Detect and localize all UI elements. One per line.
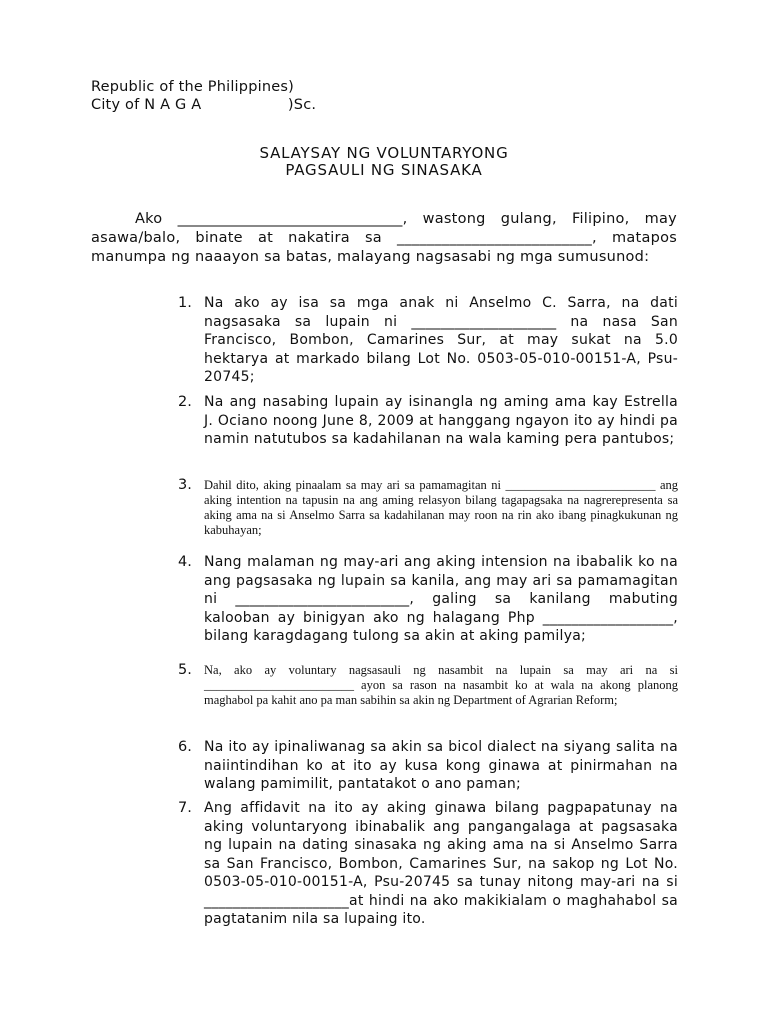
item-number: 7. bbox=[178, 800, 192, 816]
item-text: Na ako ay isa sa mga anak ni Anselmo C. Sarra, na dati nagsasaka sa lupain ni ____________________ na nasa San Francisco, Bombon, Camarines Sur, at may sukat na 5.0 hektarya at markado bilang Lot No. 0503-05-010-00151-A, Psu-20745; bbox=[204, 295, 678, 385]
intro-text: Ako ______________________________, wastong gulang, Filipino, may asawa/balo, binate at nakatira sa __________________________, matapos manumpa ng naaayon sa batas, malayang nagsasabi ng mga sumusunod: bbox=[91, 211, 677, 265]
item-text: Na ang nasabing lupain ay isinangla ng aming ama kay Estrella J. Ociano noong June 8, 2009 at hanggang ngayon ito ay hindi pa namin natutubos sa kadahilanan na wala kaming pera pantubos; bbox=[204, 394, 678, 447]
header-republic: Republic of the Philippines) bbox=[91, 79, 294, 95]
intro-paragraph bbox=[91, 210, 677, 267]
item-text: Ang affidavit na ito ay aking ginawa bilang pagpapatunay na aking voluntaryong ibinabalik ang pangangalaga at pagsasaka ng lupain na dating sinasaka ng aking ama na si Anselmo Sarra sa San Francisco, Bombon, Camarines Sur, na sakop ng Lot No. 0503-05-010-00151-A, Psu-20745 sa tunay nitong may-ari na si ____________________at hindi na ako makikialam o maghahabol sa pagtatanim nila sa lupaing ito. bbox=[204, 800, 678, 927]
document-title-line1: SALAYSAY NG VOLUNTARYONG bbox=[259, 144, 509, 162]
item-text: Dahil dito, aking pinaalam sa may ari sa pamamagitan ni ________________________ ang aking intention na tapusin na ang aming relasyon bilang tagapagsaka na nagrerepresenta sa aking ama na si Anselmo Sarra sa kadahilanan may roon na rin ako ibang pinagkukunan ng kabuhayan; bbox=[204, 478, 678, 537]
header-city: City of N A G A )Sc. bbox=[91, 97, 317, 113]
item-number: 3. bbox=[178, 477, 192, 493]
item-number: 2. bbox=[178, 394, 192, 410]
item-number: 4. bbox=[178, 554, 192, 570]
item-text: Na ito ay ipinaliwanag sa akin sa bicol dialect na siyang salita na naiintindihan ko at ito ay kusa kong ginawa at pinirmahan na walang pamimilit, pantatakot o ano paman; bbox=[204, 739, 678, 792]
document-title-line2: PAGSAULI NG SINASAKA bbox=[285, 161, 483, 179]
item-number: 5. bbox=[178, 662, 192, 678]
item-text: Nang malaman ng may-ari ang aking intension na ibabalik ko na ang pagsasaka ng lupain sa kanila, ang may ari sa pamamagitan ni ________________________, galing sa kanilang mabuting kalooban ay binigyan ako ng halagang Php __________________, bilang karagdagang tulong sa akin at aking pamilya; bbox=[204, 554, 678, 644]
item-number: 6. bbox=[178, 739, 192, 755]
item-text: Na, ako ay voluntary nagsasauli ng nasambit na lupain sa may ari na si ________________________ ayon sa rason na nasambit ko at wala na akong planong maghabol pa kahit ano pa man sabihin sa akin ng Department of Agrarian Reform; bbox=[204, 663, 678, 707]
item-number: 1. bbox=[178, 295, 192, 311]
